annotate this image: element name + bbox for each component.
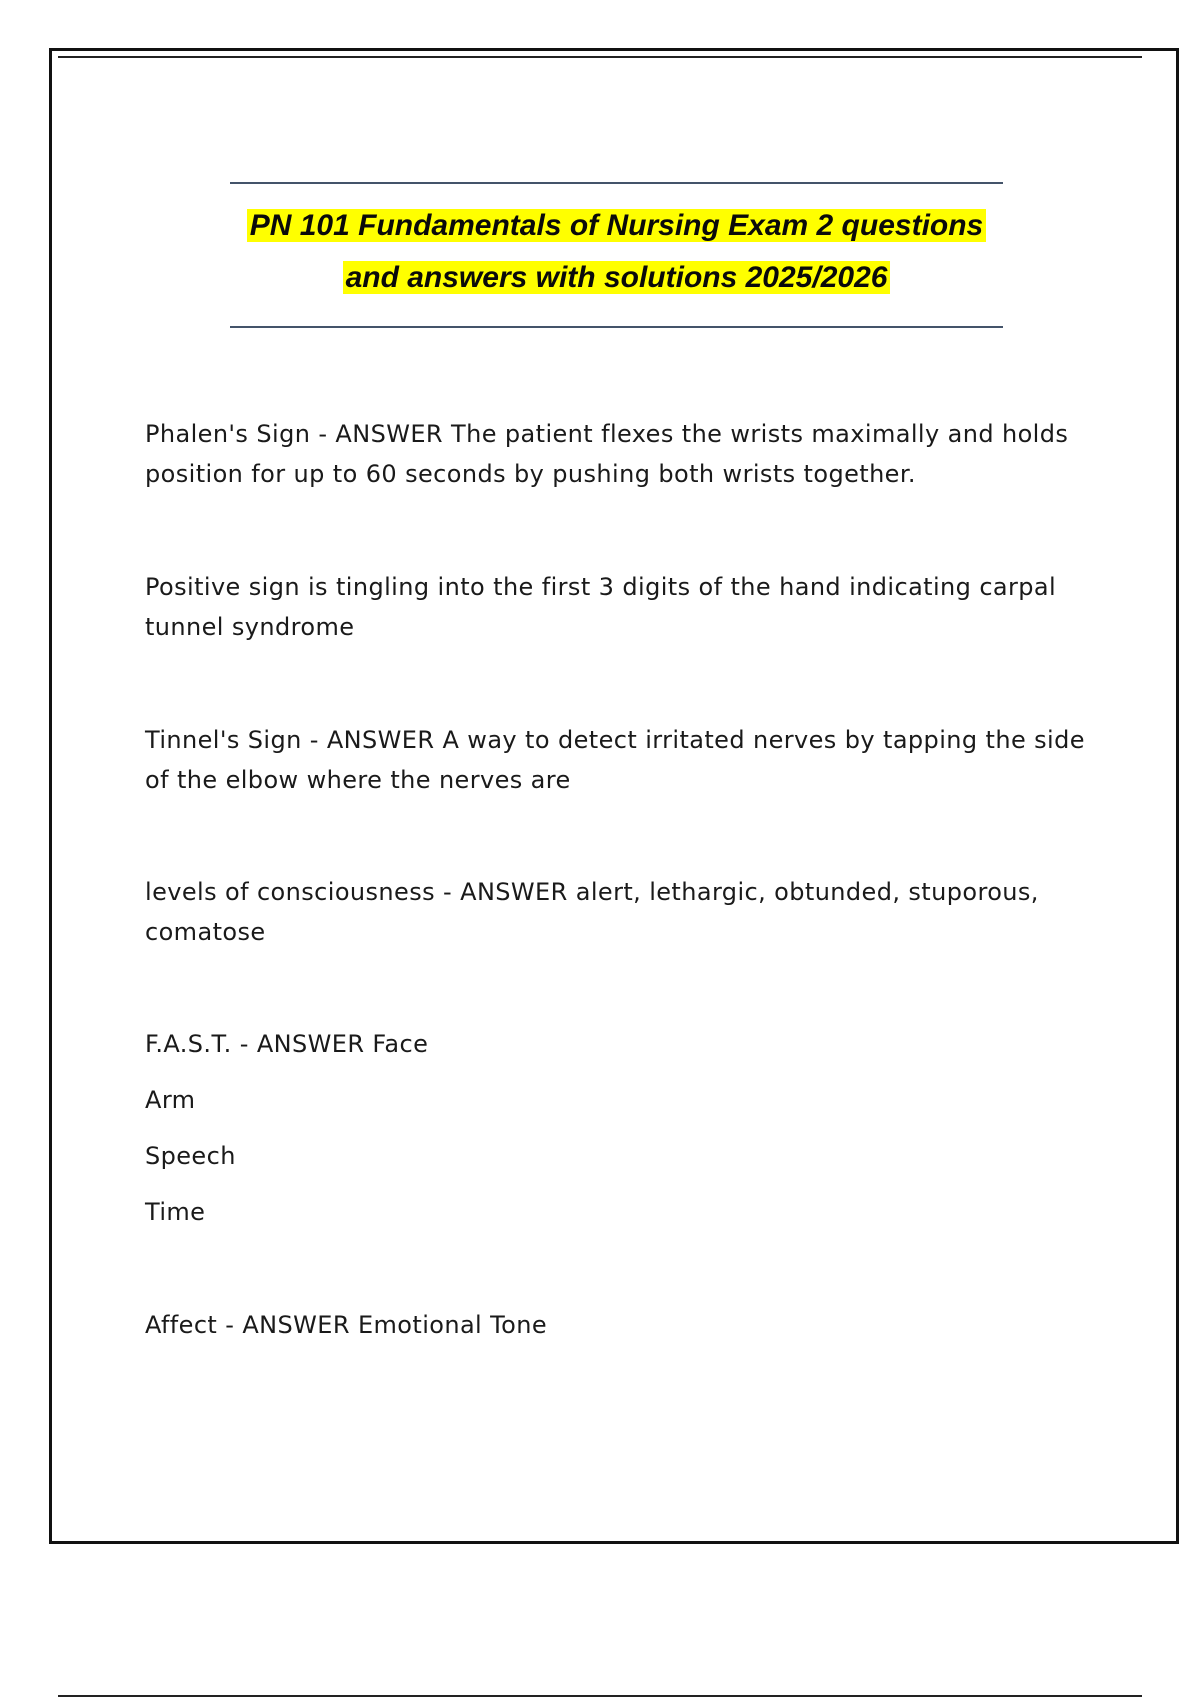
fast-line: Speech xyxy=(145,1142,236,1170)
title-rule-bottom xyxy=(230,326,1003,328)
fast-line: F.A.S.T. - ANSWER Face xyxy=(145,1030,429,1058)
fast-line: Time xyxy=(145,1198,206,1226)
document-body xyxy=(145,414,1095,1345)
fast-line: Arm xyxy=(145,1086,196,1114)
top-rule xyxy=(58,56,1142,58)
entry-levels-of-consciousness: levels of consciousness - ANSWER alert, lethargic, obtunded, stuporous, comatose xyxy=(145,878,1039,946)
title-line-1: PN 101 Fundamentals of Nursing Exam 2 questions xyxy=(247,209,987,242)
entry-phalens-sign: Phalen's Sign - ANSWER The patient flexes the wrists maximally and holds position for up to 60 seconds by pushing both wrists together. xyxy=(145,420,1069,488)
bottom-rule xyxy=(58,1695,1142,1697)
entry-affect: Affect - ANSWER Emotional Tone xyxy=(145,1311,547,1339)
title-rule-top xyxy=(230,182,1003,184)
entry-fast xyxy=(145,1024,1095,1232)
entry-positive-sign: Positive sign is tingling into the first 3 digits of the hand indicating carpal tunnel syndrome xyxy=(145,573,1057,641)
entry-tinnels-sign: Tinnel's Sign - ANSWER A way to detect irritated nerves by tapping the side of the elbow where the nerves are xyxy=(145,726,1085,794)
title-line-2: and answers with solutions 2025/2026 xyxy=(343,261,891,294)
document-title xyxy=(160,200,1073,304)
